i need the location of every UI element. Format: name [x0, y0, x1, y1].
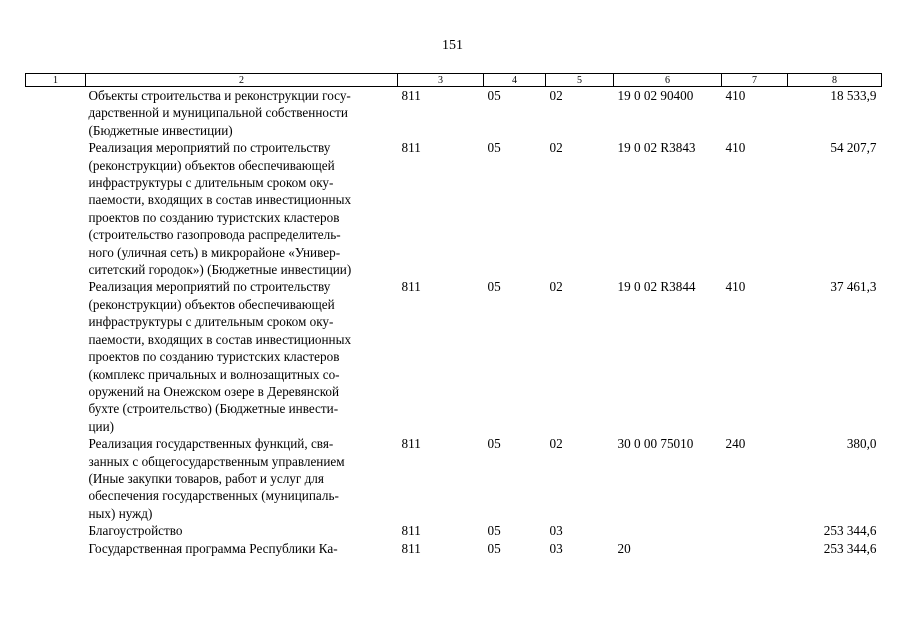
target-article-code: 20 [617, 540, 631, 556]
ministry-code: 811 [401, 523, 421, 539]
empty-cell [26, 540, 86, 557]
subsection-code: 03 [549, 540, 563, 556]
column-number: 4 [484, 74, 546, 87]
empty-cell [26, 87, 86, 140]
column-number: 2 [86, 74, 398, 87]
column-number: 8 [788, 74, 882, 87]
item-name: Объекты строительства и реконструкции госу- дарственной и муниципальной собственности (Бюджетные инвестиции) [88, 88, 351, 138]
empty-cell [26, 278, 86, 435]
expense-type-code: 410 [725, 140, 746, 156]
item-name: Реализация мероприятий по строительству (реконструкции) объектов обеспечивающей инфраструктуры с длительным сроком оку- паемости, входящих в состав инвестиционных проектов по созданию туристских кластеров (строительство газопровода распределитель- ного (уличная сеть) в микрорайоне «Универ- ситетский городок») (Бюджетные инвестиции) [88, 140, 352, 278]
item-name: Государственная программа Республики Ка- [88, 540, 338, 556]
subsection-code: 03 [549, 523, 563, 539]
expense-type-code [722, 540, 788, 557]
target-article-code [614, 522, 722, 539]
ministry-code: 811 [401, 540, 421, 556]
section-code: 05 [487, 279, 501, 295]
amount: 37 461,3 [830, 279, 877, 295]
section-code: 05 [487, 436, 501, 452]
section-code: 05 [487, 540, 501, 556]
table-row [26, 139, 882, 278]
column-number: 3 [398, 74, 484, 87]
subsection-code: 02 [549, 88, 563, 103]
target-article-code: 19 0 02 R3844 [617, 279, 696, 295]
table-row [26, 87, 882, 140]
table-row [26, 278, 882, 435]
target-article-code: 30 0 00 75010 [617, 436, 694, 452]
table-row [26, 522, 882, 539]
table-row [26, 540, 882, 557]
item-name: Благоустройство [88, 523, 183, 539]
column-number: 7 [722, 74, 788, 87]
ministry-code: 811 [401, 279, 421, 295]
subsection-code: 02 [549, 436, 563, 452]
section-code: 05 [487, 523, 501, 539]
item-name: Реализация государственных функций, свя- занных с общегосударственным управлением (Иные закупки товаров, работ и услуг для обеспечения государственных (муниципаль- ных) нужд) [88, 436, 345, 521]
table-row [26, 435, 882, 522]
amount: 54 207,7 [830, 140, 877, 156]
subsection-code: 02 [549, 279, 563, 295]
section-code: 05 [487, 88, 501, 103]
subsection-code: 02 [549, 140, 563, 156]
empty-cell [26, 435, 86, 522]
expense-type-code: 410 [725, 279, 746, 295]
expense-type-code: 410 [725, 88, 746, 103]
amount: 18 533,9 [830, 88, 877, 103]
column-number: 6 [614, 74, 722, 87]
column-number-row [26, 74, 882, 87]
target-article-code: 19 0 02 90400 [617, 88, 694, 103]
column-number: 1 [26, 74, 86, 87]
amount: 380,0 [846, 436, 877, 452]
amount: 253 344,6 [823, 523, 877, 539]
empty-cell [26, 522, 86, 539]
column-number: 5 [546, 74, 614, 87]
expense-type-code [722, 522, 788, 539]
ministry-code: 811 [401, 88, 421, 103]
target-article-code: 19 0 02 R3843 [617, 140, 696, 156]
page-number: 151 [442, 38, 463, 53]
ministry-code: 811 [401, 436, 421, 452]
expense-type-code: 240 [725, 436, 746, 452]
budget-table [25, 73, 882, 557]
empty-cell [26, 139, 86, 278]
section-code: 05 [487, 140, 501, 156]
item-name: Реализация мероприятий по строительству (реконструкции) объектов обеспечивающей инфраструктуры с длительным сроком оку- паемости, входящих в состав инвестиционных проектов по созданию туристских кластеров (комплекс причальных и волнозащитных со- оружений на Онежском озере в Деревянской бухте (строительство) (Бюджетные инвести- ции) [88, 279, 352, 434]
ministry-code: 811 [401, 140, 421, 156]
amount: 253 344,6 [823, 540, 877, 556]
